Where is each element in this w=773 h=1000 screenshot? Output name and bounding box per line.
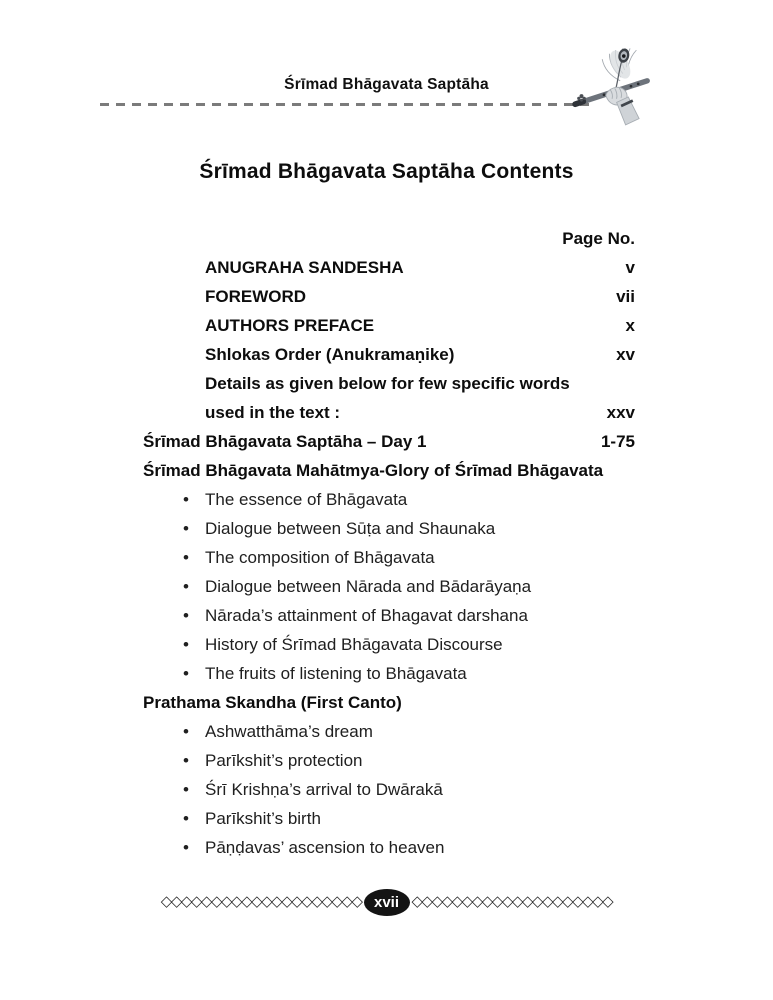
toc-bullet-item (143, 659, 635, 688)
toc-bullet-item (143, 543, 635, 572)
bullet-icon (183, 572, 205, 601)
bullet-icon (183, 514, 205, 543)
toc-entry-label: Śrīmad Bhāgavata Saptāha – Day 1 (143, 432, 427, 451)
page-title: Śrīmad Bhāgavata Saptāha Contents (199, 160, 574, 183)
bullet-icon (183, 630, 205, 659)
toc-entry (143, 369, 635, 427)
toc-entry (143, 282, 635, 311)
bullet-item-label: Śrī Krishṇa’s arrival to Dwārakā (205, 780, 443, 799)
toc-entry-day1 (143, 427, 635, 456)
bullet-item-label: History of Śrīmad Bhāgavata Discourse (205, 635, 503, 654)
toc-bullet-item (143, 601, 635, 630)
toc-entry-label-line2: used in the text : (205, 403, 341, 422)
toc-bullet-item (143, 572, 635, 601)
bullet-item-label: Parīkshit’s protection (205, 751, 363, 770)
section-heading-prathama-skandha: Prathama Skandha (First Canto) (143, 693, 402, 712)
toc-bullet-item (143, 717, 635, 746)
bullet-icon (183, 746, 205, 775)
bullet-icon (183, 833, 205, 862)
toc-entry-label: AUTHORS PREFACE (205, 316, 375, 335)
bullet-item-label: Dialogue between Sūṭa and Shaunaka (205, 519, 496, 538)
table-of-contents (143, 224, 635, 862)
bullet-icon (183, 804, 205, 833)
bullet-icon (183, 717, 205, 746)
bullet-item-label: The essence of Bhāgavata (205, 490, 408, 509)
page-no-column-header: Page No. (562, 229, 635, 248)
bullet-item-label: Nārada’s attainment of Bhagavat darshana (205, 606, 528, 625)
toc-bullet-item (143, 833, 635, 862)
toc-entry-label: Shlokas Order (Anukramaṇike) (205, 345, 455, 364)
bullet-item-label: The fruits of listening to Bhāgavata (205, 664, 467, 683)
toc-entry-page: xv (616, 345, 635, 364)
toc-entry (143, 253, 635, 282)
toc-entry-page: x (625, 316, 635, 335)
bullet-item-label: Pāṇḍavas’ ascension to heaven (205, 838, 445, 857)
krishna-flute-peacock-feather-icon (568, 42, 658, 134)
bullet-item-label: The composition of Bhāgavata (205, 548, 435, 567)
bullet-icon (183, 485, 205, 514)
toc-bullet-item (143, 485, 635, 514)
toc-entry-label: ANUGRAHA SANDESHA (205, 258, 404, 277)
bullet-icon (183, 601, 205, 630)
footer-ornament-right: ◇◇◇◇◇◇◇◇◇◇◇◇◇◇◇◇◇◇◇◇ (411, 893, 613, 910)
bullet-item-label: Parīkshit’s birth (205, 809, 321, 828)
header-divider (100, 103, 592, 106)
bullet-icon (183, 543, 205, 572)
toc-entry-page: xxv (606, 403, 635, 422)
running-title: Śrīmad Bhāgavata Saptāha (284, 76, 489, 93)
toc-entry-label: FOREWORD (205, 287, 307, 306)
footer-ornament-left: ◇◇◇◇◇◇◇◇◇◇◇◇◇◇◇◇◇◇◇◇ (160, 893, 362, 910)
toc-entry-page: v (625, 258, 635, 277)
page-number-badge: xvii (364, 889, 410, 916)
toc-entry-label-line1: Details as given below for few specific words (205, 374, 570, 393)
toc-entry (143, 340, 635, 369)
toc-entry-label (143, 369, 570, 427)
toc-bullet-item (143, 514, 635, 543)
bullet-icon (183, 659, 205, 688)
toc-entry (143, 311, 635, 340)
toc-bullet-item (143, 804, 635, 833)
bullet-item-label: Dialogue between Nārada and Bādarāyaṇa (205, 577, 532, 596)
toc-entry-page: 1-75 (600, 432, 635, 451)
page-footer (0, 888, 773, 916)
toc-entry-page: vii (616, 287, 635, 306)
toc-bullet-item (143, 775, 635, 804)
toc-bullet-item (143, 746, 635, 775)
bullet-icon (183, 775, 205, 804)
section-heading-mahatmya: Śrīmad Bhāgavata Mahātmya-Glory of Śrīmad Bhāgavata (143, 461, 604, 480)
bullet-item-label: Ashwatthāma’s dream (205, 722, 373, 741)
toc-bullet-item (143, 630, 635, 659)
